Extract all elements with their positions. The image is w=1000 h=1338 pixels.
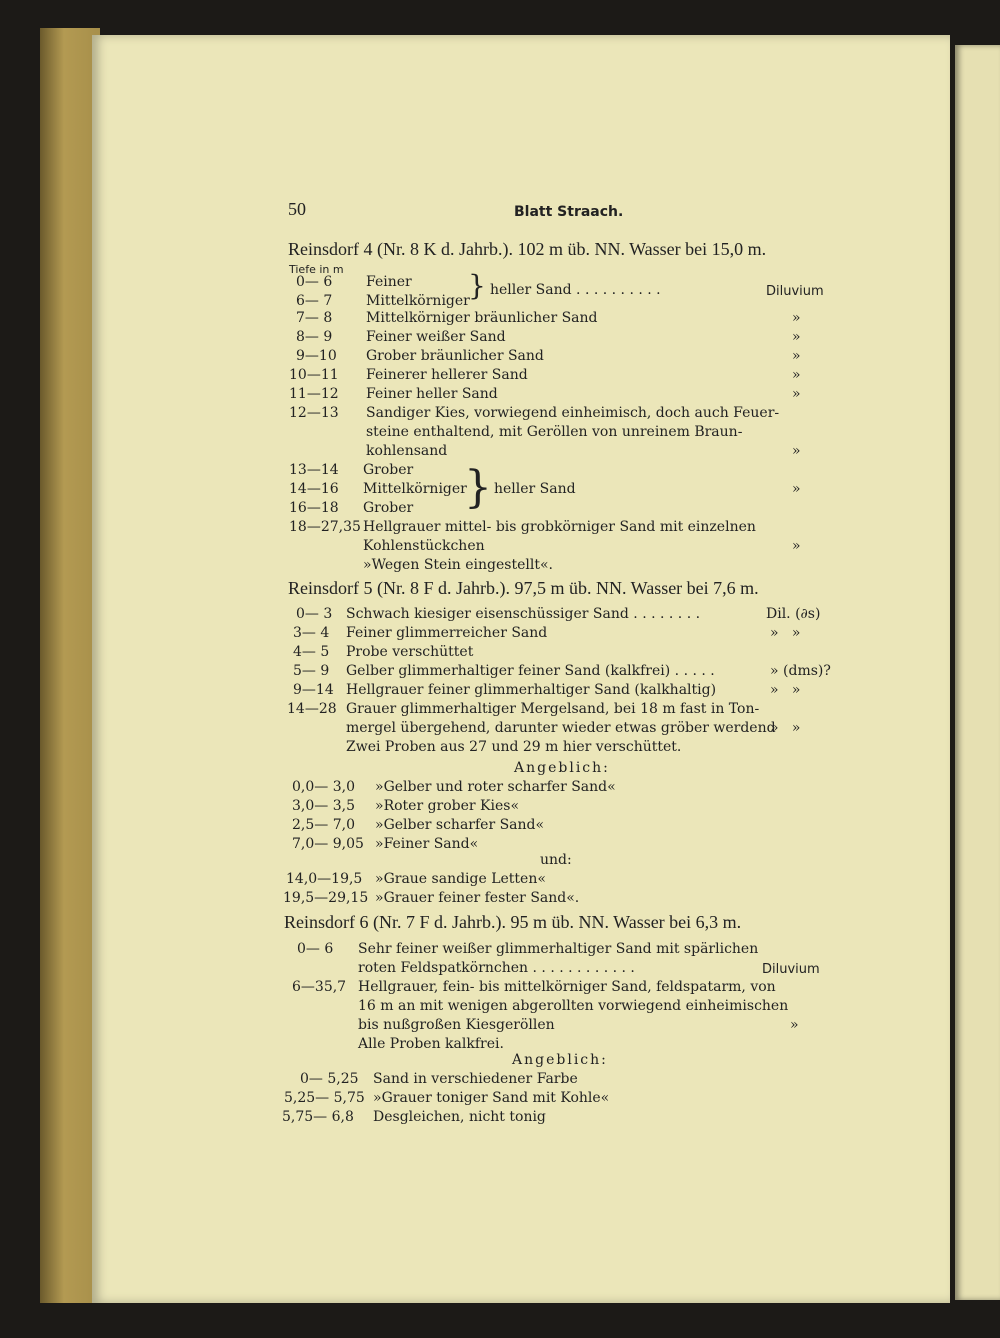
description-cell: Zwei Proben aus 27 und 29 m hier verschüttet.: [346, 739, 682, 755]
description-cell: Kohlenstückchen: [363, 538, 485, 554]
description-cell: »Gelber scharfer Sand«: [375, 817, 545, 833]
stratigraphy-mark: Diluvium: [766, 284, 824, 299]
ditto-mark: »: [792, 367, 801, 383]
depth-cell: 5— 9: [293, 663, 330, 679]
depth-cell: 9—10: [296, 348, 337, 364]
ditto-mark: »: [792, 481, 801, 497]
description-cell: Desgleichen, nicht tonig: [373, 1109, 546, 1125]
description-cell: Alle Proben kalkfrei.: [358, 1036, 504, 1052]
depth-cell: 3,0— 3,5: [292, 798, 355, 814]
description-cell: »Wegen Stein eingestellt«.: [363, 557, 553, 573]
ditto-mark: »: [792, 386, 801, 402]
depth-cell: 8— 9: [296, 329, 333, 345]
description-cell: Grauer glimmerhaltiger Mergelsand, bei 18 m fast in Ton-: [346, 701, 760, 717]
brace-group-text: heller Sand . . . . . . . . . .: [490, 282, 661, 298]
section-title-reinsdorf-5: Reinsdorf 5 (Nr. 8 F d. Jahrb.). 97,5 m üb. NN. Wasser bei 7,6 m.: [288, 578, 759, 598]
ditto-mark: »: [792, 310, 801, 326]
depth-cell: 7— 8: [296, 310, 333, 326]
depth-cell: 10—11: [289, 367, 339, 383]
brace-group-text: heller Sand: [494, 481, 576, 497]
description-cell: mergel übergehend, darunter wieder etwas gröber werdend: [346, 720, 776, 736]
ditto-mark: »: [792, 329, 801, 345]
description-cell: Hellgrauer feiner glimmerhaltiger Sand (kalkhaltig): [346, 682, 717, 698]
depth-cell: 4— 5: [293, 644, 330, 660]
description-cell: Probe verschüttet: [346, 644, 474, 660]
description-cell: Feiner weißer Sand: [366, 329, 506, 345]
description-cell: Feinerer hellerer Sand: [366, 367, 528, 383]
und-label: und:: [540, 852, 572, 868]
depth-cell: 12—13: [289, 405, 339, 421]
depth-cell: 14,0—19,5: [286, 871, 363, 887]
section-title-reinsdorf-4: Reinsdorf 4 (Nr. 8 K d. Jahrb.). 102 m üb. NN. Wasser bei 15,0 m.: [288, 239, 767, 259]
depth-cell: 0— 6: [297, 941, 334, 957]
book-page-edges: [40, 28, 100, 1303]
depth-cell: 19,5—29,15: [283, 890, 369, 906]
grouping-brace: }: [468, 269, 486, 302]
description-cell: »Graue sandige Letten«: [375, 871, 546, 887]
description-cell: Feiner heller Sand: [366, 386, 498, 402]
description-cell: 16 m an mit wenigen abgerollten vorwiegend einheimischen: [358, 998, 789, 1014]
description-cell: Grober bräunlicher Sand: [366, 348, 544, 364]
ditto-mark: » »: [770, 682, 801, 698]
depth-cell: 0— 5,25: [300, 1071, 359, 1087]
description-cell: Sandiger Kies, vorwiegend einheimisch, doch auch Feuer-: [366, 405, 780, 421]
ditto-mark: » »: [770, 625, 801, 641]
depth-cell: 16—18: [289, 500, 339, 516]
stratigraphy-mark: Dil. (∂s): [766, 606, 821, 622]
reported-heading: Angeblich:: [512, 1052, 608, 1068]
ditto-mark: » »: [770, 720, 801, 736]
depth-cell: 11—12: [289, 386, 339, 402]
depth-cell: 13—14: [289, 462, 339, 478]
description-cell: Sehr feiner weißer glimmerhaltiger Sand mit spärlichen: [358, 941, 759, 957]
facing-page-edge: [955, 45, 1000, 1300]
depth-cell: 2,5— 7,0: [292, 817, 355, 833]
depth-cell: 0— 6: [296, 274, 333, 290]
section-title-reinsdorf-6: Reinsdorf 6 (Nr. 7 F d. Jahrb.). 95 m üb. NN. Wasser bei 6,3 m.: [284, 912, 742, 932]
ditto-mark: »: [790, 1017, 799, 1033]
description-cell: Schwach kiesiger eisenschüssiger Sand . . . . . . . .: [346, 606, 701, 622]
description-cell: Grober: [363, 462, 414, 478]
grouping-brace: }: [464, 462, 492, 513]
reported-heading: Angeblich:: [514, 760, 610, 776]
description-cell: »Gelber und roter scharfer Sand«: [375, 779, 616, 795]
description-cell: »Roter grober Kies«: [375, 798, 520, 814]
description-cell: Sand in verschiedener Farbe: [373, 1071, 578, 1087]
stratigraphy-mark: » (dms)?: [770, 663, 831, 679]
depth-column-label: Tiefe in m: [289, 263, 344, 276]
description-cell: roten Feldspatkörnchen . . . . . . . . . . . .: [358, 960, 635, 976]
description-cell: Hellgrauer, fein- bis mittelkörniger Sand, feldspatarm, von: [358, 979, 776, 995]
description-cell: Feiner glimmerreicher Sand: [346, 625, 548, 641]
page-number: 50: [288, 199, 306, 219]
depth-cell: 18—27,35: [289, 519, 361, 535]
depth-cell: 14—28: [287, 701, 337, 717]
description-cell: kohlensand: [366, 443, 448, 459]
ditto-mark: »: [792, 348, 801, 364]
running-title: Blatt Straach.: [514, 204, 624, 220]
depth-cell: 0,0— 3,0: [292, 779, 355, 795]
depth-cell: 9—14: [293, 682, 334, 698]
depth-cell: 7,0— 9,05: [292, 836, 364, 852]
description-cell: Grober: [363, 500, 414, 516]
description-cell: »Grauer toniger Sand mit Kohle«: [373, 1090, 610, 1106]
description-cell: Mittelkörniger: [363, 481, 467, 497]
ditto-mark: »: [792, 538, 801, 554]
description-cell: Gelber glimmerhaltiger feiner Sand (kalkfrei) . . . . .: [346, 663, 715, 679]
depth-cell: 0— 3: [296, 606, 333, 622]
description-cell: steine enthaltend, mit Geröllen von unreinem Braun-: [366, 424, 743, 440]
description-cell: Feiner: [366, 274, 412, 290]
description-cell: Hellgrauer mittel- bis grobkörniger Sand mit einzelnen: [363, 519, 756, 535]
depth-cell: 6—35,7: [292, 979, 347, 995]
description-cell: bis nußgroßen Kiesgeröllen: [358, 1017, 555, 1033]
ditto-mark: »: [792, 443, 801, 459]
depth-cell: 3— 4: [293, 625, 330, 641]
description-cell: Mittelkörniger bräunlicher Sand: [366, 310, 598, 326]
depth-cell: 14—16: [289, 481, 339, 497]
description-cell: »Grauer feiner fester Sand«.: [375, 890, 580, 906]
depth-cell: 5,75— 6,8: [282, 1109, 354, 1125]
stratigraphy-mark: Diluvium: [762, 962, 820, 977]
depth-cell: 6— 7: [296, 293, 333, 309]
description-cell: »Feiner Sand«: [375, 836, 479, 852]
description-cell: Mittelkörniger: [366, 293, 470, 309]
depth-cell: 5,25— 5,75: [284, 1090, 365, 1106]
